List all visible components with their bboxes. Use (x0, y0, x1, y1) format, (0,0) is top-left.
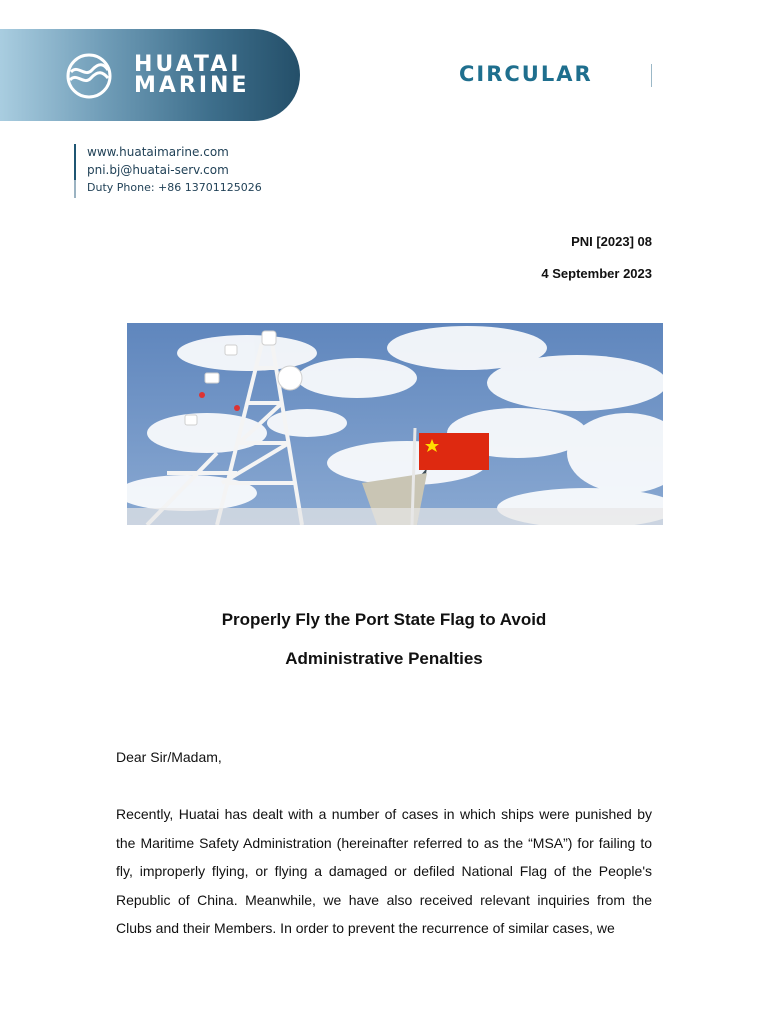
document-type: CIRCULAR (459, 62, 593, 86)
ship-mast-flag-photo (127, 323, 663, 525)
email-link[interactable]: pni.bj@huatai-serv.com (74, 162, 262, 180)
letter-paragraph-1: Recently, Huatai has dealt with a number of cases in which ships were punished by the Maritime Safety Administration (hereinafter referred to as the “MSA”) for failing to fly, improperly flying, or flying a damaged or defiled National Flag of the People's Republic of China. Meanwhile, we have also received relevant inquiries from the Clubs and their Members. In order to prevent the recurrence of similar cases, we (116, 806, 652, 936)
duty-phone: Duty Phone: +86 13701125026 (74, 180, 262, 198)
brand-name (134, 54, 250, 96)
circular-reference: PNI [2023] 08 (571, 234, 652, 249)
wave-logo-icon (66, 53, 112, 99)
brand-line-1: HUATAI (134, 52, 242, 77)
circular-title-line-2: Administrative Penalties (285, 649, 483, 668)
circular-date: 4 September 2023 (541, 266, 652, 281)
contact-block (74, 144, 262, 198)
website-link[interactable]: www.huataimarine.com (74, 144, 262, 162)
brand-line-2: MARINE (134, 73, 250, 98)
document-type-divider (651, 64, 652, 87)
letter-greeting: Dear Sir/Madam, (116, 749, 222, 765)
circular-title-line-1: Properly Fly the Port State Flag to Avoid (221, 610, 547, 629)
